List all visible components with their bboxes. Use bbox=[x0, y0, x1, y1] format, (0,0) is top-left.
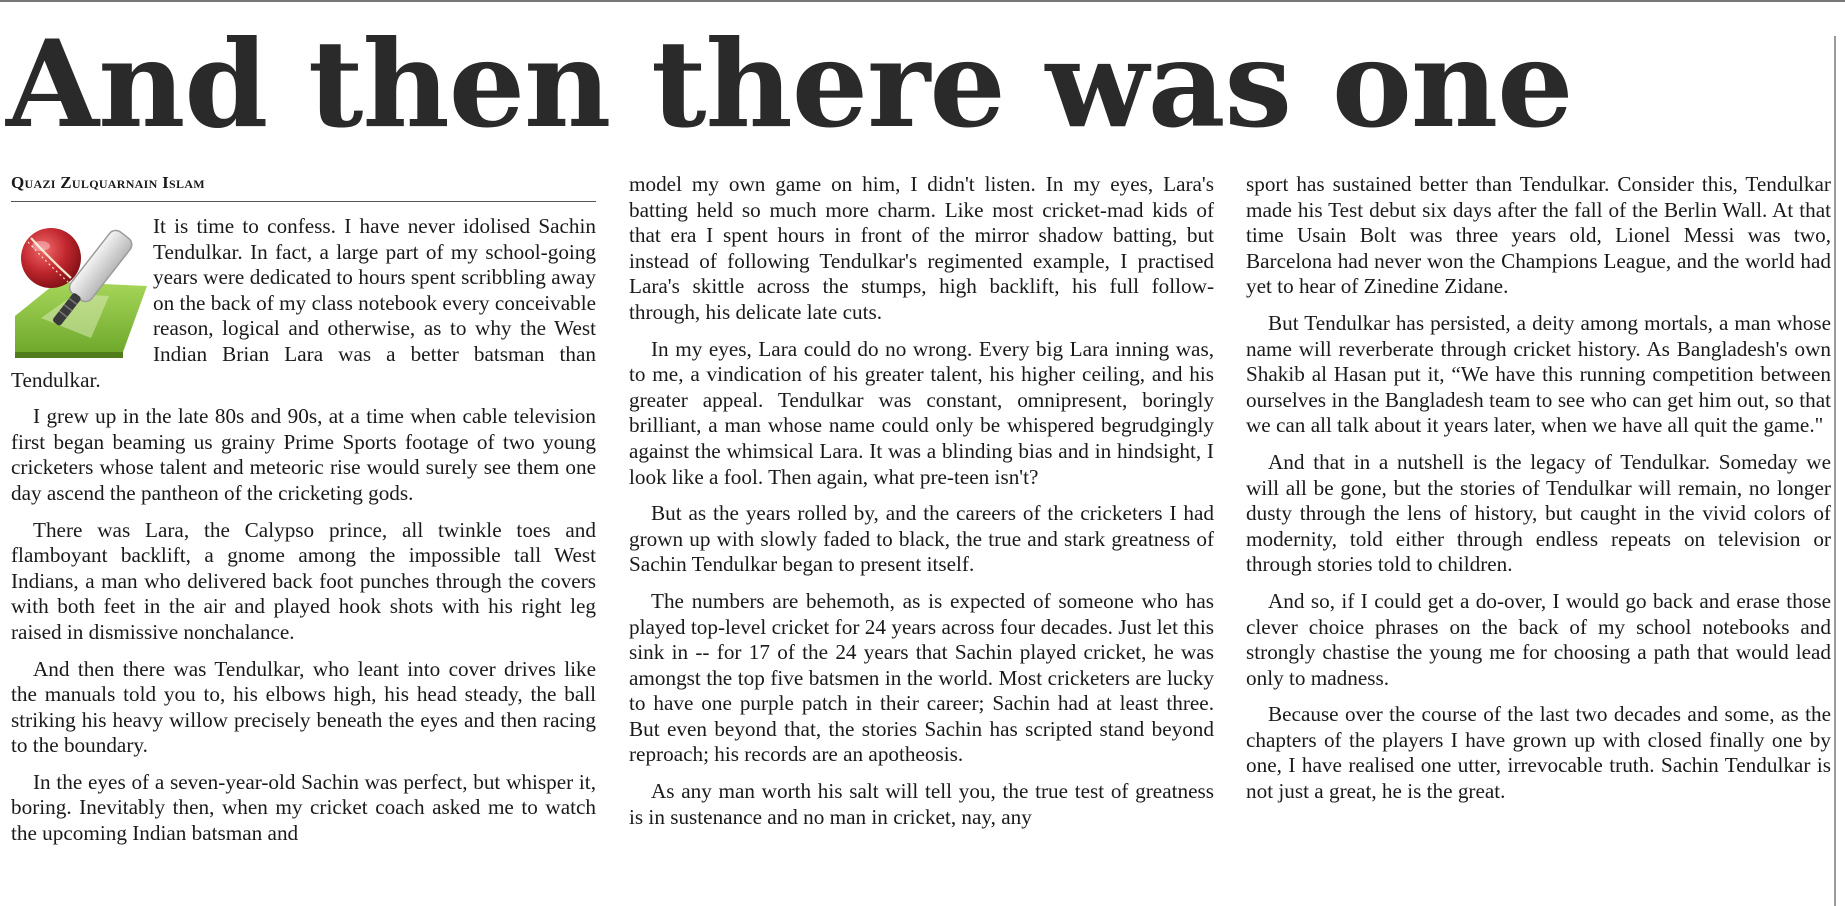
paragraph: The numbers are behemoth, as is expected of someone who has played top-level cricket for 24 years across four decades. Just let this sink in -- for 17 of the 24 years that Sachin played cricket, he was amongst the top five batsmen in the world. Most cricketers are lucky to have one purple patch in their career; Sachin had at least three. But even beyond that, the stories Sachin has scripted stand beyond reproach; his records are an apotheosis. bbox=[629, 588, 1214, 767]
paragraph: In the eyes of a seven-year-old Sachin was perfect, but whisper it, boring. Inevitably then, when my cricket coach asked me to watch the upcoming Indian batsman and bbox=[11, 769, 596, 846]
paragraph: sport has sustained better than Tendulkar. Consider this, Tendulkar made his Test debut six days after the fall of the Berlin Wall. At that time Usain Bolt was three years old, Lionel Messi was two, Barcelona had never won the Champions League, and the world had yet to hear of Zinedine Zidane. bbox=[1246, 172, 1831, 299]
article-column-2 bbox=[629, 172, 1214, 906]
paragraph: model my own game on him, I didn't listen. In my eyes, Lara's batting held so much more charm. Like most cricket-mad kids of that era I spent hours in front of the mirror shadow batting, but instead of following Tendulkar's regimented example, I practised Lara's skittle across the stumps, high backlift, his full follow-through, his delicate late cuts. bbox=[629, 172, 1214, 324]
paragraph: But Tendulkar has persisted, a deity among mortals, a man whose name will reverberate through cricket history. As Bangladesh's own Shakib al Hasan put it, “We have this running competition between ourselves in the Bangladesh team to see who can get him out, so that we can all talk about it years later, when we have all quit the game." bbox=[1246, 310, 1831, 438]
byline: Quazi Zulquarnain Islam bbox=[11, 172, 596, 202]
article-column-1 bbox=[11, 172, 596, 906]
paragraph: In my eyes, Lara could do no wrong. Every big Lara inning was, to me, a vindication of his greater talent, his higher ceiling, and his greater appeal. Tendulkar was constant, omnipresent, boringly brilliant, a man whose name could only be whispered begrudgingly against the whimsical Lara. It was a blinding bias and in hindsight, I look like a fool. Then again, what pre-teen isn't? bbox=[629, 336, 1214, 489]
paragraph: Because over the course of the last two decades and some, as the chapters of the players I have grown up with closed finally one by one, I have realised one utter, irrevocable truth. Sachin Tendulkar is not just a great, he is the great. bbox=[1246, 702, 1831, 804]
article-column-3 bbox=[1246, 172, 1831, 906]
paragraph: It is time to confess. I have never idolised Sachin Tendulkar. In fact, a large part of my school-going years were dedicated to hours spent scribbling away on the back of my class notebook every conceivable reason, logical and otherwise, as to why the West Indian Brian Lara was a better batsman than Tendulkar. bbox=[11, 214, 596, 392]
paragraph: But as the years rolled by, and the careers of the cricketers I had grown up with slowly faded to black, the true and stark greatness of Sachin Tendulkar began to present itself. bbox=[629, 501, 1214, 577]
paragraph: I grew up in the late 80s and 90s, at a time when cable television first began beaming us grainy Prime Sports footage of two young cricketers whose talent and meteoric rise would surely see them one day ascend the pantheon of the cricketing gods. bbox=[11, 404, 596, 505]
cricket-ball-bat-icon bbox=[11, 220, 149, 362]
paragraph: As any man worth his salt will tell you, the true test of greatness is in sustenance and no man in cricket, nay, any bbox=[629, 779, 1214, 829]
paragraph: And that in a nutshell is the legacy of Tendulkar. Someday we will all be gone, but the stories of Tendulkar will remain, no longer dusty through the lens of history, but caught in the vivid colors of modernity, told either through endless repeats on television or through stories told to children. bbox=[1246, 449, 1831, 577]
column-edge-rule bbox=[1834, 36, 1836, 906]
paragraph: And so, if I could get a do-over, I would go back and erase those clever choice phrases on the back of my school notebooks and strongly chastise the young me for choosing a path that would lead only to madness. bbox=[1246, 588, 1831, 690]
paragraph: And then there was Tendulkar, who leant into cover drives like the manuals told you to, his elbows high, his head steady, the ball striking his heavy willow precisely beneath the eyes and then racing to the boundary. bbox=[11, 656, 596, 758]
top-rule bbox=[0, 0, 1845, 2]
headline: And then there was one bbox=[6, 14, 1573, 155]
paragraph: There was Lara, the Calypso prince, all twinkle toes and flamboyant backlift, a gnome among the impossible tall West Indians, a man who delivered back foot punches through the covers with both feet in the air and played hook shots with his right leg raised in dismissive nonchalance. bbox=[11, 517, 596, 644]
